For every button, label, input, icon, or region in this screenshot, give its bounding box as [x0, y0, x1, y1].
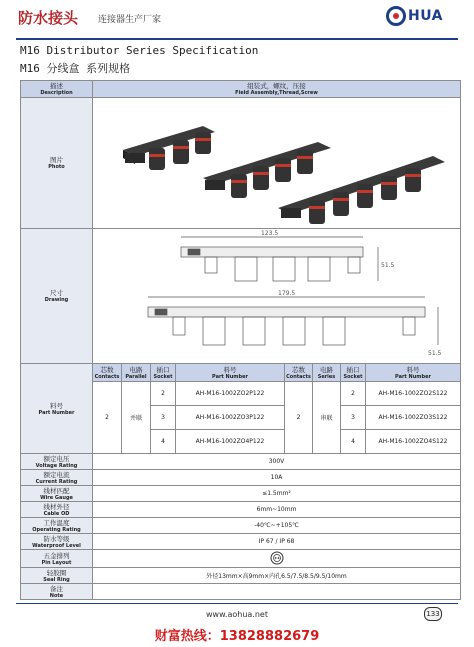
col-series: 电路 Series — [313, 364, 341, 382]
spec-value: ≤1.5mm² — [93, 486, 461, 502]
drawing-label-cn: 尺寸 — [50, 289, 63, 297]
pin-layout-icon — [270, 551, 284, 565]
spec-value: IP 67 / IP 68 — [93, 534, 461, 550]
spec-table — [20, 80, 461, 600]
spec-value: 外径13mm×高9mm×内孔6.5/7.5/8.5/9.5/10mm — [93, 568, 461, 584]
dim-top-height: 51.5 — [380, 262, 394, 269]
spec-label: 工作温度 Operating Rating — [21, 518, 93, 534]
right-socket: 3 — [341, 406, 366, 430]
right-part-number: AH-M16-1002ZO4S122 — [366, 430, 461, 454]
spec-label: 线材匹配 Wire Gauge — [21, 486, 93, 502]
spec-value: 10A — [93, 470, 461, 486]
brand-subtitle: 连接器生产厂家 — [98, 15, 162, 25]
footer-url[interactable]: www.aohua.net — [206, 610, 268, 619]
drawing-cell — [93, 229, 461, 364]
distributor-3way-photo — [203, 142, 331, 198]
left-socket: 4 — [151, 430, 176, 454]
spec-row — [21, 518, 461, 534]
col-socket-left: 插口 Socket — [151, 364, 176, 382]
assembly-header-cn: 组装式，螺纹，压接 — [247, 82, 306, 90]
table-header-row — [21, 81, 461, 98]
right-part-number: AH-M16-1002ZO3S122 — [366, 406, 461, 430]
assembly-header-en: Field Assembly,Thread,Screw — [235, 90, 318, 96]
drawing-label-en: Drawing — [44, 297, 69, 303]
left-socket: 3 — [151, 406, 176, 430]
drawing-label — [21, 229, 93, 364]
spec-row — [21, 550, 461, 568]
pin-layout-cell — [93, 550, 461, 568]
right-socket: 2 — [341, 382, 366, 406]
title-english: M16 Distributor Series Specification — [20, 44, 259, 57]
left-socket: 2 — [151, 382, 176, 406]
logo-text: HUA — [408, 8, 443, 24]
assembly-header — [93, 81, 461, 98]
spec-value: 6mm~10mm — [93, 502, 461, 518]
photo-cell — [93, 98, 461, 229]
spec-row — [21, 470, 461, 486]
col-part-number-left: 料号 Part Number — [176, 364, 285, 382]
photo-label — [21, 98, 93, 229]
spec-label: 五金排列 Pin Layout — [21, 550, 93, 568]
left-part-number: AH-M16-1002ZO3P122 — [176, 406, 285, 430]
left-part-number: AH-M16-1002ZO2P122 — [176, 382, 285, 406]
spec-label: 防水等级 Waterproof Level — [21, 534, 93, 550]
spec-label: 轻胶圈 Seal Ring — [21, 568, 93, 584]
col-contacts-left: 芯数 Contacts — [93, 364, 122, 382]
hotline: 财富热线：13828882679 — [154, 629, 320, 644]
company-logo — [386, 6, 466, 28]
title-chinese: M16 分线盒 系列规格 — [20, 62, 131, 75]
drawing-row — [21, 229, 461, 364]
col-contacts-right: 芯数 Contacts — [286, 365, 311, 380]
brand-name: 防水接头 — [18, 9, 79, 27]
spec-label: 额定电流 Current Rating — [21, 470, 93, 486]
left-circuit: 并联 — [122, 382, 151, 454]
photo-label-cn: 图片 — [50, 156, 63, 164]
left-contacts: 2 — [93, 382, 122, 454]
spec-row — [21, 568, 461, 584]
dim-top-width: 123.5 — [260, 230, 278, 237]
technical-drawing — [103, 229, 451, 361]
page-header — [0, 0, 474, 40]
dim-bottom-height: 51.5 — [427, 350, 441, 357]
spec-row — [21, 502, 461, 518]
spec-row — [21, 454, 461, 470]
spec-row — [21, 584, 461, 600]
desc-header-en: Description — [40, 90, 73, 96]
distributor-2way-photo — [123, 126, 215, 170]
part-subheader-row — [21, 364, 461, 382]
spec-value — [93, 584, 461, 600]
desc-header-cn: 描述 — [50, 82, 63, 90]
right-contacts: 2 — [285, 382, 313, 454]
spec-row — [21, 534, 461, 550]
spec-label: 线材外径 Cable OD — [21, 502, 93, 518]
right-socket: 4 — [341, 430, 366, 454]
spec-row — [21, 486, 461, 502]
part-label-cn: 料号 — [50, 401, 63, 410]
spec-label: 备注 Note — [21, 584, 93, 600]
part-number-label — [21, 364, 93, 454]
spec-label: 额定电压 Voltage Rating — [21, 454, 93, 470]
logo-dot-icon — [393, 13, 399, 19]
drawing-bottom — [148, 290, 442, 357]
left-part-number: AH-M16-1002ZO4P122 — [176, 430, 285, 454]
spec-value: -40℃~+105℃ — [93, 518, 461, 534]
product-photo — [103, 98, 451, 226]
col-socket-right: 插口 Socket — [341, 364, 366, 382]
col-parallel: 电路 Parallel — [122, 364, 151, 382]
part-label-en: Part Number — [38, 409, 75, 416]
photo-label-en: Photo — [48, 164, 65, 170]
photo-row — [21, 98, 461, 229]
right-circuit: 串联 — [313, 382, 341, 454]
spec-value: 300V — [93, 454, 461, 470]
dim-bottom-width: 179.5 — [277, 290, 295, 297]
footer-divider — [16, 603, 458, 604]
drawing-top — [181, 230, 395, 281]
right-part-number: AH-M16-1002ZO2S122 — [366, 382, 461, 406]
desc-header — [21, 81, 93, 98]
page-number: 133 — [424, 607, 442, 621]
header-divider — [16, 38, 458, 40]
col-part-number-right: 料号 Part Number — [366, 364, 461, 382]
